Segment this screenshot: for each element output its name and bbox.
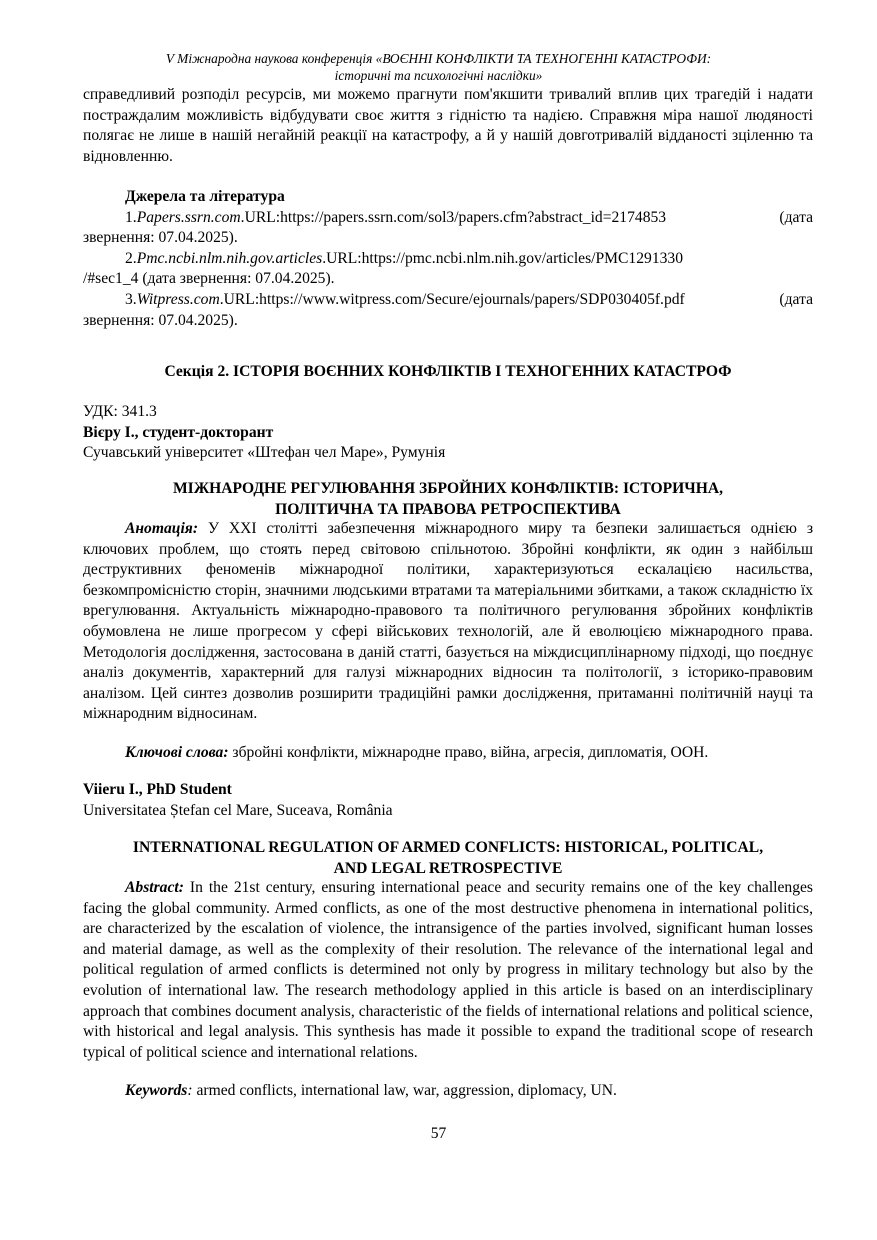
en-article-meta	[83, 780, 813, 821]
ua-keywords-label: Ключові слова:	[125, 744, 229, 761]
source-3-access-tail: (дата	[779, 290, 813, 308]
source-3-access: звернення: 07.04.2025).	[83, 311, 238, 329]
en-keywords	[83, 1081, 813, 1102]
sources-section	[83, 187, 813, 331]
source-3-num: 3.	[125, 290, 137, 308]
intro-paragraph: справедливий розподіл ресурсів, ми можемо прагнути пом'якшити тривалий вплив цих трагедій і надати постраждалим можливість відбудувати своє життя з гідністю та надією. Справжня міра нашої людяності полягає не лише в нашій негайній реакції на катастрофу, а й у нашій довготривалій відданості зціленню та відновленню.	[83, 86, 813, 165]
ua-keywords	[83, 743, 813, 764]
ua-title-line-2: ПОЛІТИЧНА ТА ПРАВОВА РЕТРОСПЕКТИВА	[275, 500, 621, 518]
ua-abstract-text: У XXI столітті забезпечення міжнародного миру та безпеки залишається однією з ключових проблем, що стоять перед світовою спільнотою. Збройні конфлікти, як один з найбільш деструктивних феноменів міжнародної політики, характеризуються ескалацією насильства, безкомпромісністю сторін, значними людськими втратами та матеріальними збитками, а також складністю їх врегулювання. Актуальність міжнародно-правового та політичного регулювання збройних конфліктів обумовлена не лише прогресом у сфері військових технологій, але й еволюцією міжнародного права. Методологія дослідження, застосована в даній статті, базується на міждисциплінарному підході, що поєднує аналіз документів, характерний для галузі міжнародних відносин та політології, з історико-правовим аналізом. Цей синтез дозволив розширити традиційні рамки дослідження, притаманні політичній науці та міжнародним відносинам.	[83, 520, 814, 723]
section-title: Секція 2. ІСТОРІЯ ВОЄННИХ КОНФЛІКТІВ І ТЕХНОГЕННИХ КАТАСТРОФ	[164, 363, 732, 380]
en-affiliation: Universitatea Ștefan cel Mare, Suceava, România	[83, 801, 393, 819]
source-1-site: Papers.ssrn.com	[136, 208, 241, 226]
ua-abstract	[83, 519, 813, 725]
ua-abstract-label: Анотація:	[125, 520, 199, 537]
en-abstract-text: In the 21st century, ensuring international peace and security remains one of the key challenges facing the global community. Armed conflicts, as one of the most destructive phenomena in international politics, are characterized by the escalation of violence, the intransigence of the parties involved, significant human losses and material damage, as well as the complexity of their resolution. The relevance of the international legal and political regulation of armed conflicts is determined not only by progress in military technology but also by the evolution of international law. The research methodology applied in this article is based on an interdisciplinary approach that combines document analysis, characteristic of the fields of international relations and political science, with historical and legal analysis. This synthesis has made it possible to expand the traditional scope of research typical of political science and international relations.	[83, 879, 813, 1061]
ua-article-meta	[83, 402, 813, 464]
page-number: 57	[430, 1125, 447, 1142]
en-abstract	[83, 878, 813, 1063]
en-author: Viieru I., PhD Student	[83, 781, 232, 798]
source-1-access-tail: (дата	[779, 208, 813, 226]
udk-code: УДК: 341.3	[83, 403, 157, 420]
header-line-1: V Міжнародна наукова конференція «ВОЄННІ КОНФЛІКТИ ТА ТЕХНОГЕННІ КАТАСТРОФИ:	[165, 51, 712, 66]
source-item-2	[83, 249, 813, 290]
source-1-url[interactable]: .URL:https://papers.ssrn.com/sol3/papers.cfm?abstract_id=2174853	[240, 208, 667, 226]
source-1-num: 1.	[125, 208, 137, 226]
en-title-line-1: INTERNATIONAL REGULATION OF ARMED CONFLICTS: HISTORICAL, POLITICAL,	[132, 839, 764, 856]
ua-author: Вієру І., студент-докторант	[83, 423, 274, 441]
source-1-access: звернення: 07.04.2025).	[83, 229, 238, 247]
source-3-url[interactable]: .URL:https://www.witpress.com/Secure/ejournals/papers/SDP030405f.pdf	[219, 290, 685, 308]
source-item-1	[83, 208, 813, 249]
sources-heading: Джерела та література	[125, 188, 285, 205]
ua-affiliation: Сучавський університет «Штефан чел Маре», Румунія	[83, 444, 446, 462]
en-keywords-label: Keywords	[125, 1082, 188, 1099]
source-item-3	[83, 290, 813, 331]
header-line-2: історичні та психологічні наслідки»	[334, 67, 543, 83]
source-2-num: 2.	[125, 249, 137, 267]
ua-title-line-1: МІЖНАРОДНЕ РЕГУЛЮВАННЯ ЗБРОЙНИХ КОНФЛІКТІВ: ІСТОРИЧНА,	[172, 480, 724, 497]
source-2-url[interactable]: .URL:https://pmc.ncbi.nlm.nih.gov/articles/PMC1291330	[322, 249, 684, 267]
source-2-site: Pmc.ncbi.nlm.nih.gov.articles	[136, 249, 323, 267]
en-title-line-2: AND LEGAL RETROSPECTIVE	[333, 859, 563, 877]
en-article-title	[83, 838, 813, 879]
running-header	[80, 51, 797, 84]
en-keywords-colon: :	[187, 1082, 193, 1099]
source-2-access: /#sec1_4 (дата звернення: 07.04.2025).	[83, 270, 335, 288]
ua-keywords-text: збройні конфлікти, міжнародне право, війна, агресія, дипломатія, ООН.	[232, 744, 709, 761]
en-abstract-label: Abstract:	[125, 879, 184, 896]
ua-article-title	[83, 479, 813, 520]
en-keywords-text: armed conflicts, international law, war, aggression, diplomacy, UN.	[196, 1082, 617, 1099]
source-3-site: Witpress.com	[136, 290, 220, 308]
